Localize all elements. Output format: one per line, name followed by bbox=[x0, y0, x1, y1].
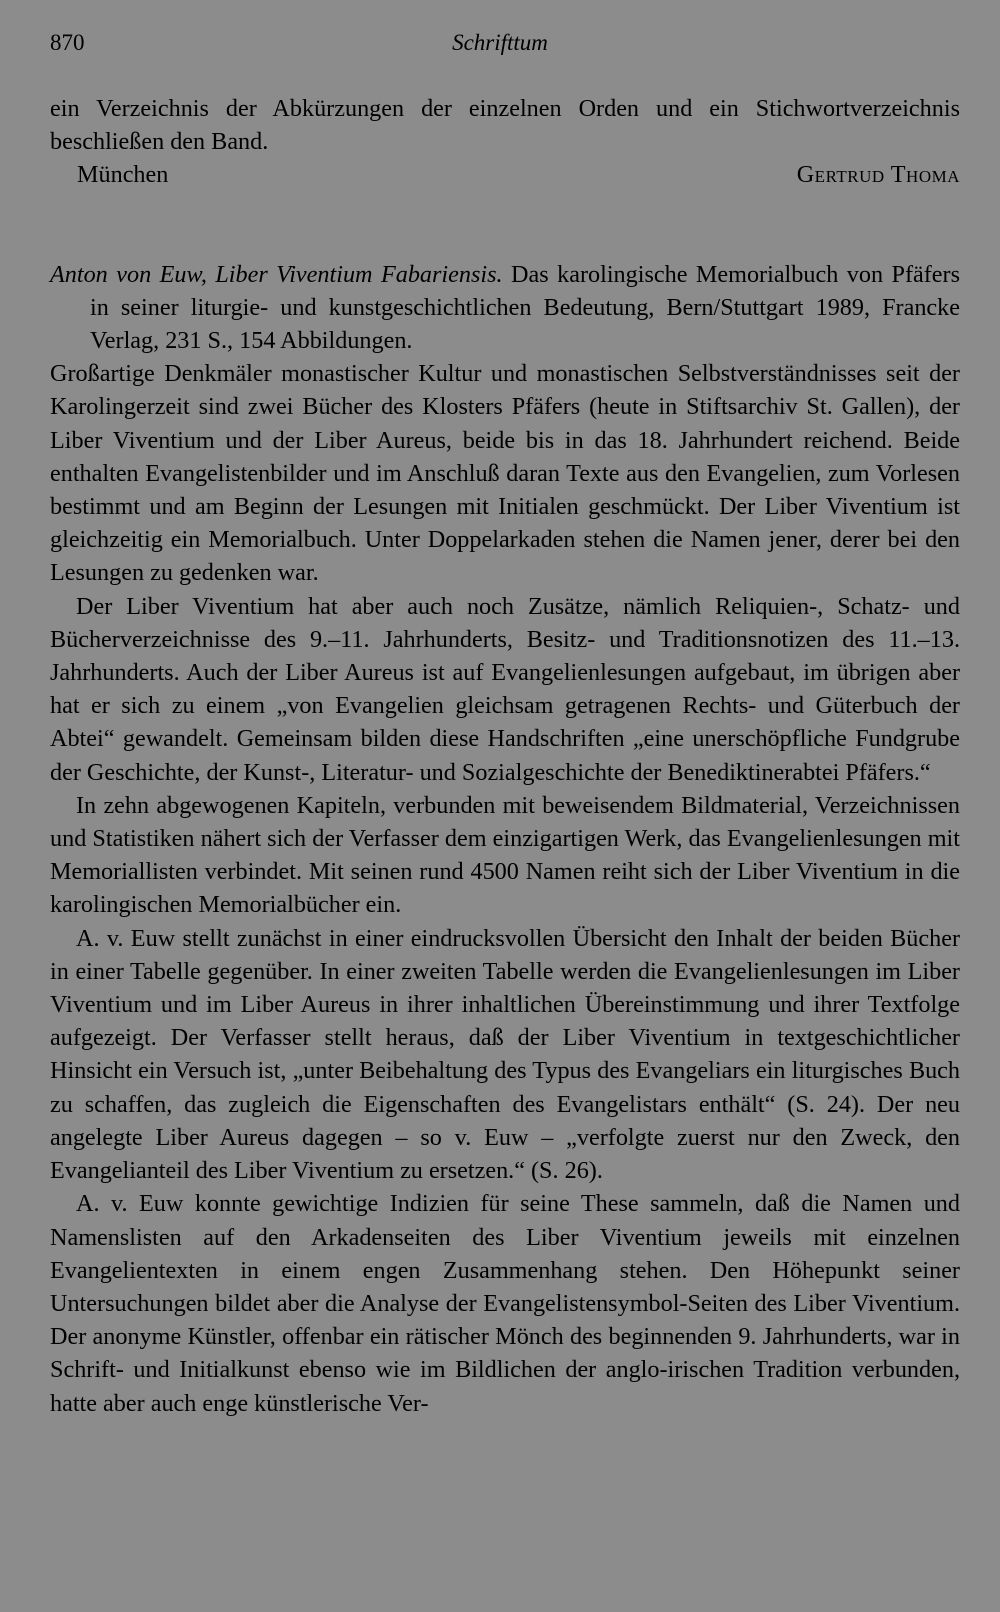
review-paragraph: Großartige Denkmäler monastischer Kultur und monastischen Selbstverständnisses seit der Karolingerzeit sind zwei Bücher des Klosters Pfäfers (heute in Stiftsarchiv St. Gallen), der Liber Viventium und der Liber Aureus, beide bis in das 18. Jahrhundert reichend. Beide enthalten Evangelistenbilder und im Anschluß daran Texte aus den Evangelien, zum Vorlesen bestimmt und am Beginn der Lesungen mit Initialen geschmückt. Der Liber Viventium ist gleichzeitig ein Memorialbuch. Unter Doppelarkaden stehen die Namen jener, derer bei den Lesungen zu gedenken war. bbox=[50, 360, 960, 587]
review-book-citation: Das karolingische Memorialbuch von Pfäfers in seiner liturgie- und kunstgeschichtlichen Bedeutung, Bern/Stuttgart 1989, Francke Verlag, 231 S., 154 Abbildungen. bbox=[90, 260, 960, 355]
review-paragraph: A. v. Euw stellt zunächst in einer eindrucksvollen Übersicht den Inhalt der beiden Bücher in einer Tabelle gegenüber. In einer zweiten Tabelle werden die Evangelienlesungen im Liber Viventium und im Liber Aureus in ihrer inhaltlichen Übereinstimmung und ihrer Textfolge aufgezeigt. Der Verfasser stellt heraus, daß der Liber Viventium in textgeschichtlicher Hinsicht ein Versuch ist, „unter Beibehaltung des Typus des Evangeliars ein liturgisches Buch zu schaffen, das zugleich die Eigenschaften des Evangelistars enthält“ (S. 24). Der neu angelegte Liber Aureus dagegen – so v. Euw – „verfolgte zuerst nur den Zweck, den Evangelianteil des Liber Viventium zu ersetzen.“ (S. 26). bbox=[50, 924, 960, 1185]
page-body bbox=[50, 92, 960, 1420]
review-paragraph: A. v. Euw konnte gewichtige Indizien für seine These sammeln, daß die Namen und Namenslisten auf den Arkadenseiten des Liber Viventium jeweils mit einzelnen Evangelientexten in einem engen Zusammenhang stehen. Den Höhepunkt seiner Untersuchungen bildet aber die Analyse der Evangelistensymbol-Seiten des Liber Viventium. Der anonyme Künstler, offenbar ein rätischer Mönch des beginnenden 9. Jahrhunderts, war in Schrift- und Initialkunst ebenso wie im Bildlichen der anglo-irischen Tradition verbunden, hatte aber auch enge künstlerische Ver- bbox=[50, 1190, 960, 1417]
page-header bbox=[50, 30, 950, 66]
page-number: 870 bbox=[50, 30, 85, 55]
review-book-title: Liber Viventium Fabariensis. bbox=[215, 260, 503, 288]
reviewer-name: Gertrud Thoma bbox=[796, 161, 960, 189]
reviewer-place: München bbox=[77, 161, 169, 189]
review-paragraph: Der Liber Viventium hat aber auch noch Zusätze, nämlich Reliquien-, Schatz- und Bücherverzeichnisse des 9.–11. Jahrhunderts, Besitz- und Traditionsnotizen des 11.–13. Jahrhunderts. Auch der Liber Aureus ist auf Evangelienlesungen aufgebaut, im übrigen aber hat er sich zu einem „von Evangelien gleichsam getragenen Rechts- und Güterbuch der Abtei“ gewandelt. Gemeinsam bilden diese Handschriften „eine unerschöpfliche Fundgrube der Geschichte, der Kunst-, Literatur- und Sozialgeschichte der Benediktinerabtei Pfäfers.“ bbox=[50, 592, 960, 786]
review-paragraph: In zehn abgewogenen Kapiteln, verbunden mit beweisendem Bildmaterial, Verzeichnissen und Statistiken nähert sich der Verfasser dem einzigartigen Werk, das Evangelienlesungen mit Memoriallisten verbindet. Mit seinen rund 4500 Namen reiht sich der Liber Viventium in die karolingischen Memorialbücher ein. bbox=[50, 791, 960, 919]
section-gap bbox=[50, 192, 960, 258]
previous-review-ending: ein Verzeichnis der Abkürzungen der einzelnen Orden und ein Stichwortverzeichnis beschließen den Band. bbox=[50, 95, 960, 156]
review-book-author: Anton von Euw, bbox=[50, 260, 207, 288]
running-title: Schrifttum bbox=[452, 30, 548, 55]
review-bibliographic-entry bbox=[50, 258, 960, 358]
previous-review-signoff bbox=[50, 158, 960, 191]
